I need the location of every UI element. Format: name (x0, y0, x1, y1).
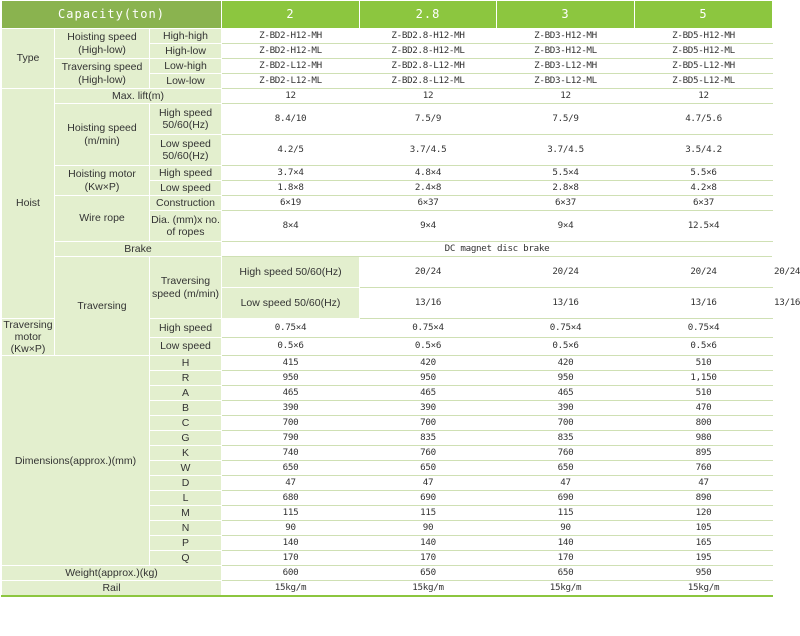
value-cell: 890 (635, 491, 773, 506)
type-row (2, 59, 773, 74)
value-cell: 20/24 (635, 257, 773, 288)
value-cell: 1,150 (635, 371, 773, 386)
hoist-row (2, 196, 773, 211)
value-cell: Z-BD3-L12-ML (497, 74, 635, 89)
traversing-speed-label: Traversing speed (m/min) (150, 257, 222, 319)
value-cell: 700 (222, 416, 360, 431)
header-row (2, 1, 773, 29)
value-cell: Z-BD2-H12-ML (222, 44, 360, 59)
weight-label: Weight(approx.)(kg) (2, 566, 222, 581)
value-cell: 465 (360, 386, 497, 401)
sub-label: High speed (150, 166, 222, 181)
sub-label: High speed 50/60(Hz) (150, 104, 222, 135)
value-cell: 9×4 (360, 211, 497, 242)
value-cell: 650 (497, 566, 635, 581)
value-cell: 650 (360, 566, 497, 581)
sub-label: N (150, 521, 222, 536)
value-cell: 8.4/10 (222, 104, 360, 135)
capacity-col-1: 2 (222, 1, 360, 29)
wire-rope-label: Wire rope (55, 196, 150, 242)
value-cell: 390 (360, 401, 497, 416)
value-cell: 0.75×4 (222, 319, 360, 338)
value-cell: 5.5×6 (635, 166, 773, 181)
value-cell: 0.5×6 (497, 337, 635, 356)
dimension-row (2, 356, 773, 371)
sub-label: Construction (150, 196, 222, 211)
value-cell: 140 (360, 536, 497, 551)
value-cell: 8×4 (222, 211, 360, 242)
sub-label: Low speed 50/60(Hz) (150, 135, 222, 166)
value-cell: 47 (497, 476, 635, 491)
value-cell: 600 (222, 566, 360, 581)
value-cell: 20/24 (360, 257, 497, 288)
value-cell: 15kg/m (635, 581, 773, 597)
sub-label: W (150, 461, 222, 476)
sub-label: Dia. (mm)x no. of ropes (150, 211, 222, 242)
value-cell: 4.2×8 (635, 181, 773, 196)
sub-label: Low-low (150, 74, 222, 89)
value-cell: 3.5/4.2 (635, 135, 773, 166)
rail-row (2, 581, 773, 597)
value-cell: 9×4 (497, 211, 635, 242)
brake-label: Brake (55, 242, 222, 257)
value-cell: 6×37 (635, 196, 773, 211)
value-cell: 140 (497, 536, 635, 551)
value-cell: 680 (222, 491, 360, 506)
value-cell: Z-BD5-L12-MH (635, 59, 773, 74)
value-cell: 650 (222, 461, 360, 476)
value-cell: 47 (360, 476, 497, 491)
value-cell: 195 (635, 551, 773, 566)
value-cell: Z-BD3-H12-MH (497, 29, 635, 44)
value-cell: 3.7/4.5 (360, 135, 497, 166)
value-cell: 950 (497, 371, 635, 386)
sub-label: High-high (150, 29, 222, 44)
weight-row (2, 566, 773, 581)
value-cell: Z-BD2.8-L12-ML (360, 74, 497, 89)
value-cell: 3.7×4 (222, 166, 360, 181)
value-cell: 115 (360, 506, 497, 521)
hoisting-speed-label: Hoisting speed (m/min) (55, 104, 150, 166)
value-cell: 1.8×8 (222, 181, 360, 196)
value-cell: 0.75×4 (360, 319, 497, 338)
capacity-header: Capacity(ton) (2, 1, 222, 29)
value-cell: 12 (635, 89, 773, 104)
value-cell: 0.5×6 (635, 337, 773, 356)
value-cell: Z-BD5-H12-MH (635, 29, 773, 44)
sub-label: High speed 50/60(Hz) (222, 257, 360, 288)
value-cell: Z-BD3-L12-MH (497, 59, 635, 74)
value-cell: 470 (635, 401, 773, 416)
value-cell: 740 (222, 446, 360, 461)
sub-label: Low speed 50/60(Hz) (222, 288, 360, 319)
value-cell: Z-BD2-H12-MH (222, 29, 360, 44)
value-cell: 105 (635, 521, 773, 536)
rail-label: Rail (2, 581, 222, 597)
value-cell: Z-BD5-L12-ML (635, 74, 773, 89)
sub-label: G (150, 431, 222, 446)
group-hoist: Hoist (2, 89, 55, 319)
value-cell: 120 (635, 506, 773, 521)
value-cell: 465 (497, 386, 635, 401)
value-cell: 47 (635, 476, 773, 491)
value-cell: 950 (635, 566, 773, 581)
value-cell: 115 (222, 506, 360, 521)
value-cell: Z-BD2-L12-MH (222, 59, 360, 74)
value-cell: 90 (360, 521, 497, 536)
value-cell: 7.5/9 (360, 104, 497, 135)
capacity-col-2: 2.8 (360, 1, 497, 29)
sub-label: R (150, 371, 222, 386)
value-cell: 760 (360, 446, 497, 461)
sub-label: L (150, 491, 222, 506)
value-cell: Z-BD2-L12-ML (222, 74, 360, 89)
sub-label: H (150, 356, 222, 371)
value-cell: 390 (497, 401, 635, 416)
value-cell: 6×37 (497, 196, 635, 211)
value-cell: 115 (497, 506, 635, 521)
value-cell: 700 (360, 416, 497, 431)
capacity-col-4: 5 (635, 1, 773, 29)
capacity-col-3: 3 (497, 1, 635, 29)
sub-label: High-low (150, 44, 222, 59)
group-traversing: Traversing (55, 257, 150, 356)
value-cell: 980 (635, 431, 773, 446)
sub-label: High speed (150, 319, 222, 338)
value-cell: 835 (497, 431, 635, 446)
traversing-motor-label: Traversing motor (Kw×P) (3, 319, 53, 356)
sub-label: M (150, 506, 222, 521)
value-cell: 15kg/m (222, 581, 360, 597)
value-cell: 2.4×8 (360, 181, 497, 196)
value-cell: 90 (497, 521, 635, 536)
value-cell: 2.8×8 (497, 181, 635, 196)
value-cell: 510 (635, 386, 773, 401)
sub-label: Low speed (150, 337, 222, 356)
value-cell: 650 (497, 461, 635, 476)
value-cell: 465 (222, 386, 360, 401)
sub-label: P (150, 536, 222, 551)
group-dimensions: Dimensions(approx.)(mm) (2, 356, 150, 566)
sub-label: Low speed (150, 181, 222, 196)
traversing-row: Traversing Traversing speed (m/min) High speed 50/60(Hz) 20/24 20/24 20/24 20/24 (2, 257, 773, 288)
value-cell: 420 (497, 356, 635, 371)
value-cell: 4.8×4 (360, 166, 497, 181)
hoist-row (2, 242, 773, 257)
value-cell: 0.5×6 (222, 337, 360, 356)
value-cell: 650 (360, 461, 497, 476)
value-cell: 20/24 (497, 257, 635, 288)
value-cell: 690 (360, 491, 497, 506)
value-cell: 90 (222, 521, 360, 536)
hoist-row (2, 104, 773, 135)
sub-label: K (150, 446, 222, 461)
traversing-row: Low speed 50/60(Hz) 13/16 13/16 13/16 13/16 (2, 288, 773, 319)
value-cell: 895 (635, 446, 773, 461)
value-cell: 4.2/5 (222, 135, 360, 166)
value-cell: 13/16 (497, 288, 635, 319)
value-cell: 415 (222, 356, 360, 371)
value-cell: Z-BD5-H12-ML (635, 44, 773, 59)
sub-label: A (150, 386, 222, 401)
spec-table (1, 0, 800, 597)
value-cell: 0.5×6 (360, 337, 497, 356)
max-lift-label: Max. lift(m) (55, 89, 222, 104)
value-cell: 165 (635, 536, 773, 551)
value-cell: 15kg/m (497, 581, 635, 597)
value-cell: 47 (222, 476, 360, 491)
type-traversing-speed-label: Traversing speed (High-low) (55, 59, 150, 89)
value-cell: 800 (635, 416, 773, 431)
value-cell: 12.5×4 (635, 211, 773, 242)
hoist-row (2, 89, 773, 104)
value-cell: 700 (497, 416, 635, 431)
type-hoisting-speed-label: Hoisting speed (High-low) (55, 29, 150, 59)
sub-label: Q (150, 551, 222, 566)
value-cell: 760 (497, 446, 635, 461)
sub-label: D (150, 476, 222, 491)
sub-label: Low-high (150, 59, 222, 74)
value-cell: 140 (222, 536, 360, 551)
value-cell: 0.75×4 (497, 319, 635, 338)
value-cell: Z-BD2.8-H12-MH (360, 29, 497, 44)
value-cell: 15kg/m (360, 581, 497, 597)
value-cell: 0.75×4 (635, 319, 773, 338)
value-cell: 950 (222, 371, 360, 386)
value-cell: 4.7/5.6 (635, 104, 773, 135)
value-cell: Z-BD2.8-L12-MH (360, 59, 497, 74)
value-cell: Z-BD3-H12-ML (497, 44, 635, 59)
value-cell: 3.7/4.5 (497, 135, 635, 166)
type-row (2, 29, 773, 44)
sub-label: C (150, 416, 222, 431)
sub-label: B (150, 401, 222, 416)
value-cell: 420 (360, 356, 497, 371)
value-cell: 13/16 (360, 288, 497, 319)
value-cell: 5.5×4 (497, 166, 635, 181)
value-cell: 6×19 (222, 196, 360, 211)
value-cell: 170 (497, 551, 635, 566)
value-cell: 390 (222, 401, 360, 416)
hoisting-motor-label: Hoisting motor (Kw×P) (55, 166, 150, 196)
value-cell: 950 (360, 371, 497, 386)
value-cell: 170 (222, 551, 360, 566)
value-cell: Z-BD2.8-H12-ML (360, 44, 497, 59)
group-type: Type (2, 29, 55, 89)
value-cell: 690 (497, 491, 635, 506)
value-cell: 790 (222, 431, 360, 446)
value-cell: 12 (222, 89, 360, 104)
value-cell: 7.5/9 (497, 104, 635, 135)
value-cell: 835 (360, 431, 497, 446)
hoist-row (2, 166, 773, 181)
value-cell: 12 (360, 89, 497, 104)
value-cell: 510 (635, 356, 773, 371)
value-cell: 12 (497, 89, 635, 104)
brake-value: DC magnet disc brake (222, 242, 773, 257)
value-cell: 170 (360, 551, 497, 566)
value-cell: 13/16 (635, 288, 773, 319)
value-cell: 760 (635, 461, 773, 476)
value-cell: 6×37 (360, 196, 497, 211)
